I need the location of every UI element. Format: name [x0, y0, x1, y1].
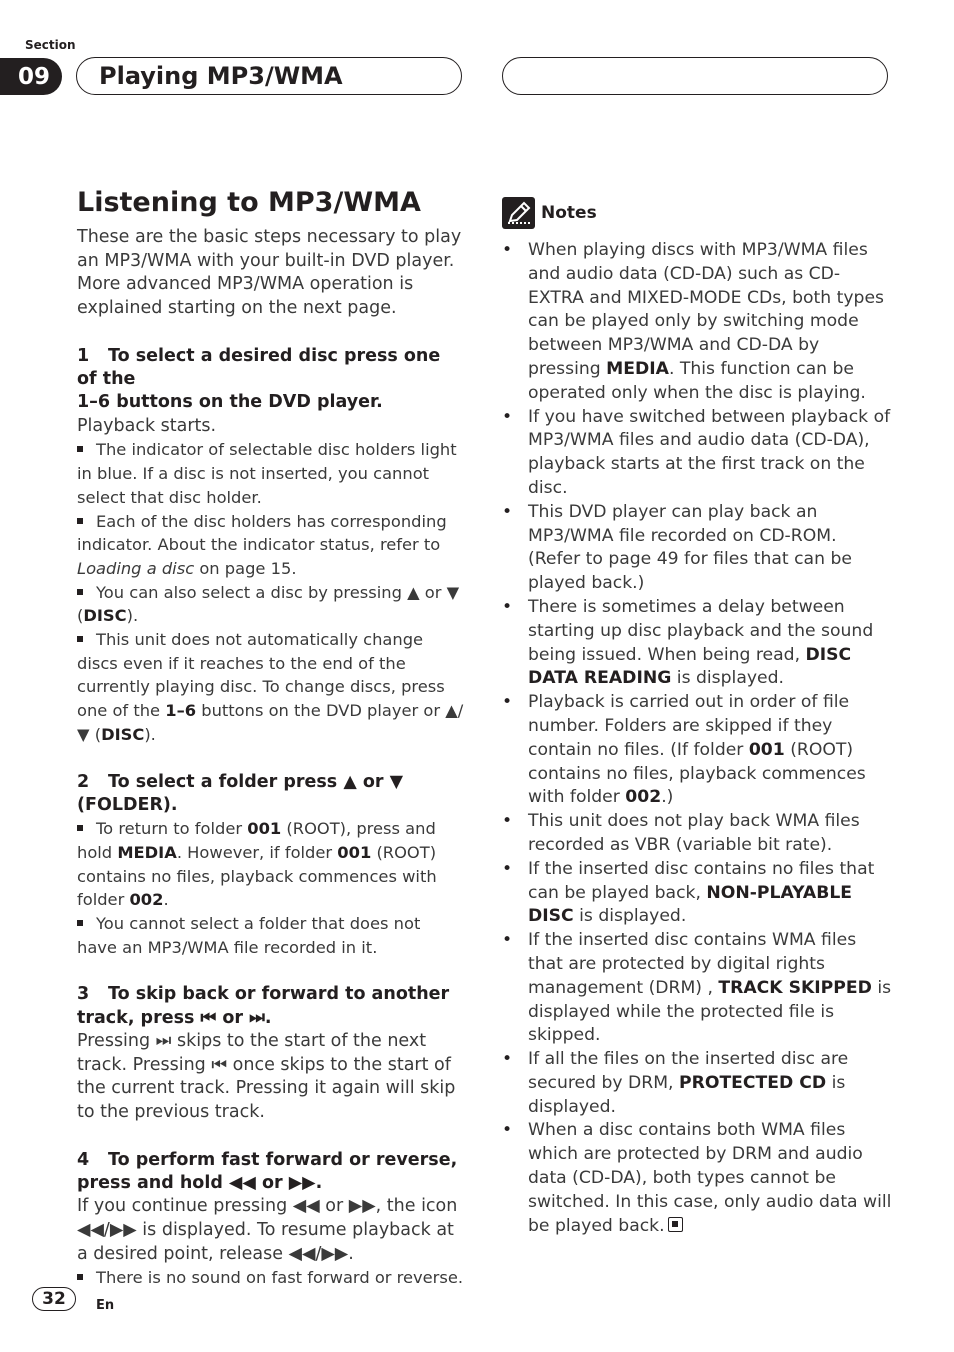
- language-label: En: [96, 1298, 115, 1313]
- step-4-body: If you continue pressing ◀◀ or ▶▶, the icon ◀◀/▶▶ is displayed. To resume playback at a desired point, release ◀◀/▶▶.: [77, 1196, 458, 1264]
- step-4-note-text: There is no sound on fast forward or reverse.: [96, 1268, 464, 1288]
- step-3-title: [77, 983, 464, 1030]
- step-2-title: [77, 771, 464, 818]
- pencil-icon-graphic: [506, 201, 532, 225]
- square-bullet-icon: [77, 636, 83, 642]
- step-title-line: To select a desired disc press one of the: [77, 345, 441, 390]
- step-title-line: track, press ⏮ or ⏭.: [77, 1007, 272, 1028]
- left-column: [77, 186, 464, 1290]
- note-item: • If you have switched between playback of MP3/WMA files and audio data (CD-DA), playback starts at the first track on the disc.: [502, 406, 892, 501]
- note-item: • When playing discs with MP3/WMA files and audio data (CD-DA) such as CD-EXTRA and MIXED-MODE CDs, both types can be played only by switching mode between MP3/WMA and CD-DA by pressing MEDIA. This function can be operated only when the disc is playing.: [502, 239, 892, 406]
- step-number: 2: [77, 771, 90, 792]
- note-item: • When a disc contains both WMA files which are protected by DRM and audio data (CD-DA), both types cannot be switched. In this case, only audio data will be played back.: [502, 1119, 892, 1238]
- square-bullet-icon: [77, 920, 83, 926]
- step-title-line: press and hold ◀◀ or ▶▶.: [77, 1173, 323, 1194]
- intro-paragraph: These are the basic steps necessary to play an MP3/WMA with your built-in DVD player. More advanced MP3/WMA operation is explained starting on the next page.: [77, 227, 462, 319]
- step-1-title: [77, 345, 464, 415]
- note-item: • If all the files on the inserted disc are secured by DRM, PROTECTED CD is displayed.: [502, 1048, 892, 1119]
- notes-header: [502, 196, 892, 230]
- page-number: 32: [32, 1287, 76, 1311]
- empty-header-pill: [502, 57, 888, 95]
- section-title-text: Playing MP3/WMA: [99, 62, 343, 90]
- step-title-line: To perform fast forward or reverse,: [108, 1149, 458, 1170]
- step-2-note: To return to folder 001 (ROOT), press and hold MEDIA. However, if folder 001 (ROOT) contains no files, playback commences with folder 002.: [77, 819, 437, 910]
- end-of-section-icon: [668, 1217, 683, 1232]
- note-item: • If the inserted disc contains no files that can be played back, NON-PLAYABLE DISC is displayed.: [502, 858, 892, 929]
- step-2-note: [77, 912, 464, 959]
- step-title-line: To skip back or forward to another: [108, 984, 450, 1005]
- section-title: [76, 57, 462, 95]
- step-1-note: Each of the disc holders has corresponding indicator. About the indicator status, refer to Loading a disc on page 15.: [77, 511, 447, 578]
- step-title-line: To select a folder press ▲ or ▼: [108, 771, 404, 792]
- notes-label: Notes: [541, 203, 597, 223]
- step-1-result: Playback starts.: [77, 415, 217, 436]
- note-item: • There is sometimes a delay between starting up disc playback and the sound being issued. When being read, DISC DATA READING is displayed.: [502, 596, 892, 691]
- note-item: • Playback is carried out in order of file number. Folders are skipped if they contain no files. (If folder 001 (ROOT) contains no files, playback commences with folder 002.): [502, 691, 892, 810]
- step-3-body: Pressing ⏭ skips to the start of the next track. Pressing ⏮ once skips to the start of the current track. Pressing it again will skip to the previous track.: [77, 1030, 456, 1123]
- square-bullet-icon: [77, 446, 83, 452]
- step-4-title: [77, 1149, 464, 1196]
- pencil-note-icon: [502, 197, 535, 229]
- square-bullet-icon: [77, 518, 83, 524]
- step-title-line: 1–6 buttons on the DVD player.: [77, 392, 383, 413]
- right-column: [502, 190, 892, 1238]
- step-number: 3: [77, 984, 90, 1005]
- step-number: 4: [77, 1149, 90, 1170]
- square-bullet-icon: [77, 825, 83, 831]
- note-item: • This unit does not play back WMA files recorded as VBR (variable bit rate).: [502, 810, 892, 858]
- notes-list: [502, 239, 892, 1238]
- step-title-line: (FOLDER).: [77, 794, 178, 815]
- step-2-note-text: You cannot select a folder that does not have an MP3/WMA file recorded in it.: [77, 913, 421, 957]
- square-bullet-icon: [77, 589, 83, 595]
- section-number-badge: 09: [0, 58, 62, 95]
- note-item: • This DVD player can play back an MP3/WMA file recorded on CD-ROM. (Refer to page 49 for files that can be played back.): [502, 501, 892, 596]
- step-4-note: [77, 1266, 464, 1290]
- section-label: Section: [25, 38, 76, 52]
- step-number: 1: [77, 345, 90, 366]
- page-heading: Listening to MP3/WMA: [77, 187, 421, 218]
- step-1-note: The indicator of selectable disc holders light in blue. If a disc is not inserted, you cannot select that disc holder.: [77, 440, 457, 507]
- step-1-note: This unit does not automatically change discs even if it reaches to the end of the currently playing disc. To change discs, press one of the 1–6 buttons on the DVD player or ▲/▼ (DISC).: [77, 630, 464, 744]
- note-item: • If the inserted disc contains WMA files that are protected by digital rights management (DRM) , TRACK SKIPPED is displayed while the protected file is skipped.: [502, 929, 892, 1048]
- step-1-note: You can also select a disc by pressing ▲ or ▼ (DISC).: [77, 582, 460, 626]
- square-bullet-icon: [77, 1274, 83, 1280]
